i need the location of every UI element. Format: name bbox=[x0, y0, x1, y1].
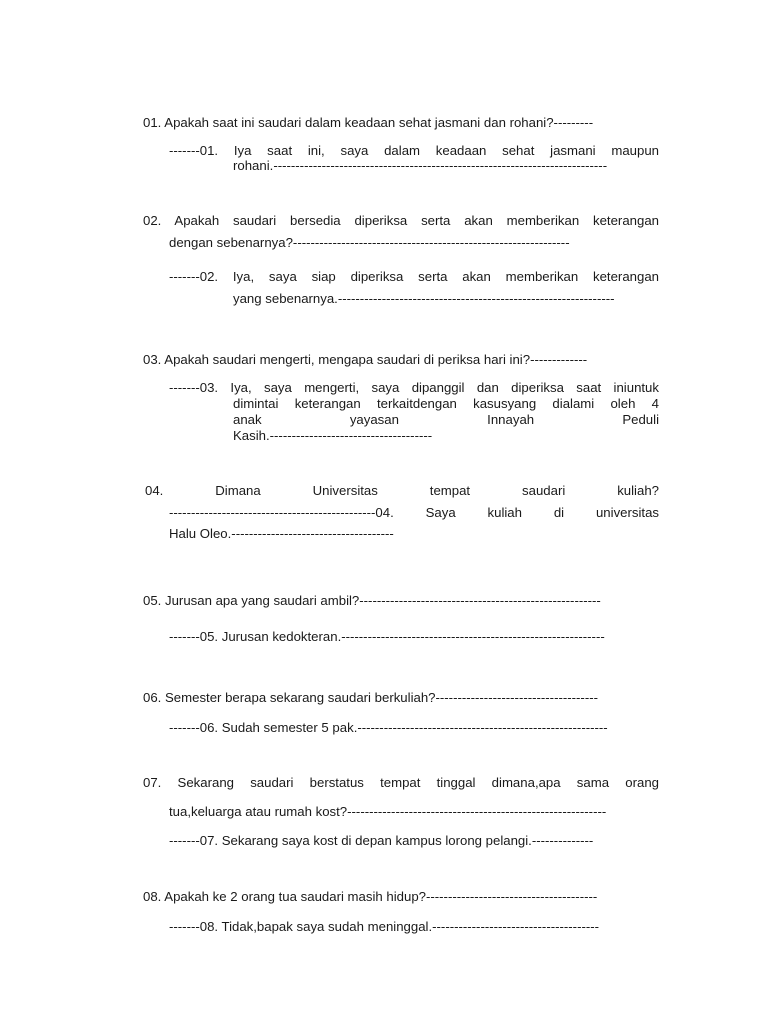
question-07-line-2: tua,keluarga atau rumah kost?----------------------------------------------------------- bbox=[169, 804, 607, 819]
question-04-line-3: Halu Oleo.------------------------------------- bbox=[169, 526, 394, 541]
question-04-line-1: 04. Dimana Universitas tempat saudari kuliah? bbox=[145, 483, 659, 498]
question-02-line-1: 02. Apakah saudari bersedia diperiksa serta akan memberikan keterangan bbox=[143, 213, 659, 228]
answer-01-line-1: -------01. Iya saat ini, saya dalam keadaan sehat jasmani maupun bbox=[169, 143, 659, 158]
answer-08: -------08. Tidak,bapak saya sudah meninggal.-------------------------------------- bbox=[169, 919, 600, 934]
answer-06: -------06. Sudah semester 5 pak.--------------------------------------------------------- bbox=[169, 720, 608, 735]
answer-02-line-2: yang sebenarnya.--------------------------------------------------------------- bbox=[233, 291, 615, 306]
answer-05: -------05. Jurusan kedokteran.------------------------------------------------------------ bbox=[169, 629, 605, 644]
answer-01-line-2: rohani.---------------------------------------------------------------------------- bbox=[233, 158, 608, 173]
question-06: 06. Semester berapa sekarang saudari berkuliah?------------------------------------- bbox=[143, 690, 598, 705]
answer-03-line-3: anak yayasan Innayah Peduli bbox=[233, 412, 659, 427]
question-02-line-2: dengan sebenarnya?--------------------------------------------------------------- bbox=[169, 235, 570, 250]
answer-02-line-1: -------02. Iya, saya siap diperiksa serta akan memberikan keterangan bbox=[169, 269, 659, 284]
question-04-line-2: -----------------------------------------------04. Saya kuliah di universitas bbox=[169, 505, 659, 520]
answer-07: -------07. Sekarang saya kost di depan kampus lorong pelangi.-------------- bbox=[169, 833, 594, 848]
question-05: 05. Jurusan apa yang saudari ambil?------------------------------------------------------- bbox=[143, 593, 601, 608]
answer-03-line-2: dimintai keterangan terkaitdengan kasusyang dialami oleh 4 bbox=[233, 396, 659, 411]
answer-03-line-1: -------03. Iya, saya mengerti, saya dipanggil dan diperiksa saat iniuntuk bbox=[169, 380, 659, 395]
answer-03-line-4: Kasih.------------------------------------- bbox=[233, 428, 433, 443]
question-03: 03. Apakah saudari mengerti, mengapa saudari di periksa hari ini?------------- bbox=[143, 352, 588, 367]
question-01: 01. Apakah saat ini saudari dalam keadaan sehat jasmani dan rohani?--------- bbox=[143, 115, 594, 130]
question-07-line-1: 07. Sekarang saudari berstatus tempat tinggal dimana,apa sama orang bbox=[143, 775, 659, 790]
question-08: 08. Apakah ke 2 orang tua saudari masih hidup?--------------------------------------- bbox=[143, 889, 598, 904]
